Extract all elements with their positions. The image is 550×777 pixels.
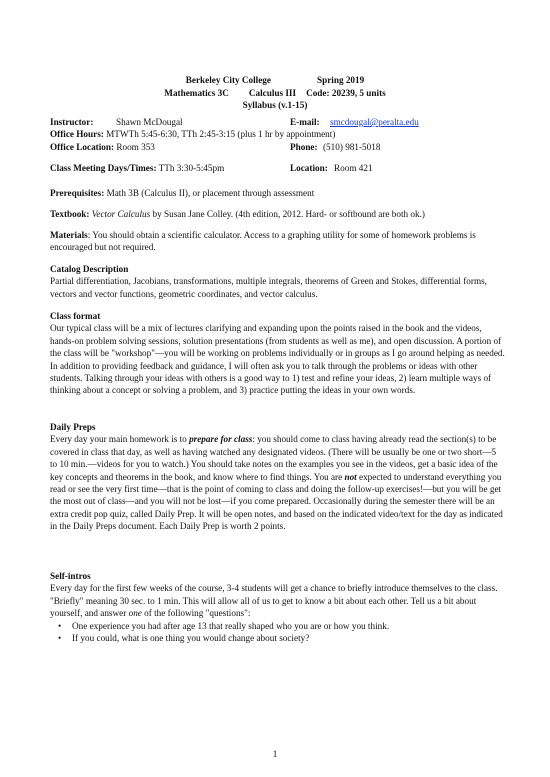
class-format xyxy=(50,310,505,397)
class-format-heading: Class format xyxy=(50,311,101,321)
office-location-label: Office Location: xyxy=(50,141,115,152)
office-hours: MTWTh 5:45-6:30, TTh 2:45-3:15 (plus 1 hr by appointment) xyxy=(106,129,336,140)
term: Spring 2019 xyxy=(316,75,365,85)
question-item: • If you could, what is one thing you would change about society? xyxy=(58,633,310,644)
materials xyxy=(50,229,505,254)
meeting-info xyxy=(50,162,505,174)
meeting-label: Class Meeting Days/Times: xyxy=(50,163,157,173)
self-intros xyxy=(50,570,505,644)
daily-preps-text-2: : you should come to class having already read the section(s) to be covered in class that day, as well as having watched any designated videos. (There will be usually be one or two short—5 to 10 min.—videos for you to watch.) You should take notes on the examples you see in the videos, get a basic idea of the key concepts and theorems in the book, and know where to find things. You are xyxy=(50,434,498,482)
phone-label: Phone: xyxy=(290,141,318,152)
instructor-label: Instructor: xyxy=(50,117,94,127)
location-label: Location: xyxy=(290,163,328,173)
textbook-text: by Susan Jane Colley. (4th edition, 2012. Hard- or softbound are both ok.) xyxy=(152,209,425,219)
course-code: Code: 20239, 5 units xyxy=(306,87,386,98)
page-number: 1 xyxy=(272,749,278,759)
syllabus-version: Syllabus (v.1-15) xyxy=(242,100,308,111)
instructor-name: Shawn McDougal xyxy=(116,117,183,127)
self-intros-text-2: of the following "questions": xyxy=(141,608,251,619)
daily-preps-emphasis-2: not xyxy=(344,471,357,482)
daily-preps-emphasis-1: prepare for class xyxy=(189,434,253,445)
question-item: • One experience you had after age 13 that really shaped who you are or how you think. xyxy=(58,620,390,631)
bullet-icon: • xyxy=(58,620,62,631)
materials-text: : You should obtain a scientific calculator. Access to a graphing utility for some of homework problems is encouraged but not required. xyxy=(50,230,476,253)
prerequisites xyxy=(50,187,505,199)
self-intros-text-1: Every day for the first few weeks of the course, 3-4 students will get a chance to briefly introduce themselves to the class. "Briefly" meaning 30 sec. to 1 min. This will allow all of us to get to know a bit about each other. Tell us a bit about yourself, and answer xyxy=(50,583,498,619)
office-hours-label: Office Hours: xyxy=(50,129,104,140)
course-name: Calculus III xyxy=(248,87,297,98)
phone-number: (510) 981-5018 xyxy=(323,141,381,152)
daily-preps-text-1: Every day your main homework is to xyxy=(50,434,190,445)
meeting-times: TTh 3:30-5:45pm xyxy=(158,163,225,173)
instructor-info xyxy=(50,116,505,153)
office-location: Room 353 xyxy=(116,141,155,152)
daily-preps-heading: Daily Preps xyxy=(50,422,96,432)
materials-label: Materials xyxy=(50,230,88,240)
catalog-heading: Catalog Description xyxy=(50,264,129,274)
textbook xyxy=(50,208,505,220)
textbook-label: Textbook: xyxy=(50,209,90,219)
prereq-label: Prerequisites: xyxy=(50,188,105,198)
self-intros-emphasis: one xyxy=(128,608,142,619)
email-link[interactable]: smcdougal@peralta.edu xyxy=(330,117,419,127)
self-intros-heading: Self-intros xyxy=(50,571,91,581)
catalog-text: Partial differentiation, Jacobians, transformations, multiple integrals, theorems of Green and Stokes, differential forms, vectors and vector functions, geometric coordinates, and vector calculus. xyxy=(50,276,487,299)
catalog-description xyxy=(50,263,505,300)
syllabus-header xyxy=(0,74,550,112)
self-intros-questions xyxy=(50,620,505,645)
location: Room 421 xyxy=(334,163,373,173)
college-name: Berkeley City College xyxy=(185,75,271,85)
daily-preps-text-3: expected to understand everything you read or see the very first time—that is the point of coming to class and doing the follow-up exercises!—but you will be get the most out of class—and you will not be lost—if you come prepared. Occasionally during the semester there will be an extra credit pop quiz, called Daily Prep. It will be open notes, and based on the indicated video/text for the day as indicated in the Daily Preps document. Each Daily Prep is worth 2 points. xyxy=(50,471,503,532)
bullet-icon: • xyxy=(58,633,62,644)
course-number: Mathematics 3C xyxy=(164,87,229,98)
daily-preps xyxy=(50,421,505,533)
class-format-text: Our typical class will be a mix of lectures clarifying and expanding upon the points raised in the book and the videos, hands-on problem solving sessions, solution presentations (from students as well as me), and open discussion. A portion of the class will be "workshop"—you will be working on problems individually or in groups as I go around helping as needed. In addition to providing feedback and guidance, I will often ask you to talk through the problems or ideas with other students. Talking through your ideas with others is a good way to 1) test and refine your ideas, 2) learn multiple ways of thinking about a concept or solving a problem, and 3) practice putting the ideas in your own words. xyxy=(50,323,505,396)
prereq-text: Math 3B (Calculus II), or placement through assessment xyxy=(106,188,315,198)
textbook-title: Vector Calculus xyxy=(91,209,151,219)
email-label: E-mail: xyxy=(290,117,320,127)
